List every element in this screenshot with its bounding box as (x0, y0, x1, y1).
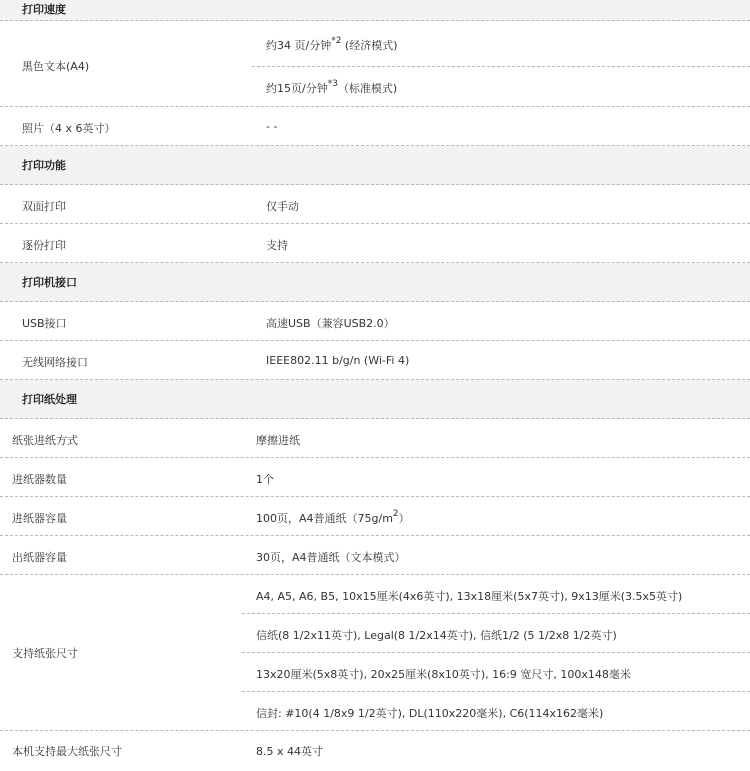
section-paper-handling (0, 380, 750, 419)
size-text: 信纸(8 1/2x11英寸), Legal(8 1/2x14英寸), 信纸1/2 (5 1/2x8 1/2英寸) (256, 629, 617, 642)
row-label: 黑色文本(A4) (22, 60, 90, 73)
value-standard-mode (252, 67, 750, 106)
standard-speed: 约15页/分钟 (266, 82, 328, 95)
row-label: 支持纸张尺寸 (12, 647, 78, 660)
economy-speed: 约34 页/分钟 (266, 39, 332, 52)
row-usb (0, 302, 750, 341)
size-text: A4, A5, A6, B5, 10x15厘米(4x6英寸), 13x18厘米(5x7英寸), 9x13厘米(3.5x5英寸) (256, 590, 683, 603)
section-print-functions (0, 146, 750, 185)
size-text: 13x20厘米(5x8英寸), 20x25厘米(8x10英寸), 16:9 宽尺寸, 100x148毫米 (256, 668, 631, 681)
row-label: 出纸器容量 (12, 551, 67, 564)
economy-mode-label: (经济模式) (341, 39, 398, 52)
row-label: 纸张进纸方式 (12, 434, 78, 447)
section-printer-interface (0, 263, 750, 302)
section-title: 打印速度 (22, 3, 66, 16)
row-value: - - (266, 120, 278, 133)
row-mono-text-speed (0, 21, 750, 107)
superscript: 2 (392, 509, 399, 519)
size-line (242, 614, 750, 653)
row-label: 逐份打印 (22, 239, 66, 252)
row-max-size (0, 731, 750, 771)
row-feed-method (0, 419, 750, 458)
row-label: 进纸器容量 (12, 512, 67, 525)
section-title: 打印纸处理 (22, 393, 77, 406)
section-title: 打印功能 (22, 159, 66, 172)
row-value: 高速USB（兼容USB2.0） (266, 317, 395, 330)
row-supported-sizes (0, 575, 750, 731)
row-value (256, 510, 410, 526)
input-capacity-text: 100页，A4普通纸（75g/m (256, 512, 393, 525)
row-output-capacity (0, 536, 750, 575)
row-collate (0, 224, 750, 263)
row-duplex (0, 185, 750, 224)
row-value: 摩擦进纸 (256, 434, 300, 447)
row-value: 8.5 x 44英寸 (256, 745, 323, 758)
section-title: 打印机接口 (22, 276, 77, 289)
size-line (242, 653, 750, 692)
row-photo-speed (0, 107, 750, 146)
row-label: 本机支持最大纸张尺寸 (12, 745, 122, 758)
row-label: 双面打印 (22, 200, 66, 213)
row-wireless (0, 341, 750, 380)
input-capacity-end: ） (398, 512, 410, 525)
row-value: 30页，A4普通纸（文本模式） (256, 551, 406, 564)
value-economy-mode (252, 21, 750, 67)
footnote-marker: *2 (331, 36, 342, 46)
row-label: 进纸器数量 (12, 473, 67, 486)
row-value: 仅手动 (266, 200, 299, 213)
footnote-marker: *3 (327, 79, 338, 89)
row-label: USB接口 (22, 317, 67, 330)
row-input-capacity (0, 497, 750, 536)
size-line (242, 692, 750, 731)
section-print-speed (0, 0, 750, 21)
size-line (242, 575, 750, 614)
row-tray-count (0, 458, 750, 497)
row-value: 1个 (256, 473, 274, 486)
standard-mode-label: （标准模式) (337, 82, 398, 95)
row-value: IEEE802.11 b/g/n (Wi-Fi 4) (266, 354, 410, 367)
row-label: 照片（4 x 6英寸） (22, 122, 116, 135)
row-label: 无线网络接口 (22, 356, 88, 369)
row-value: 支持 (266, 239, 288, 252)
size-text: 信封: #10(4 1/8x9 1/2英寸), DL(110x220毫米), C6(114x162毫米) (256, 707, 604, 720)
